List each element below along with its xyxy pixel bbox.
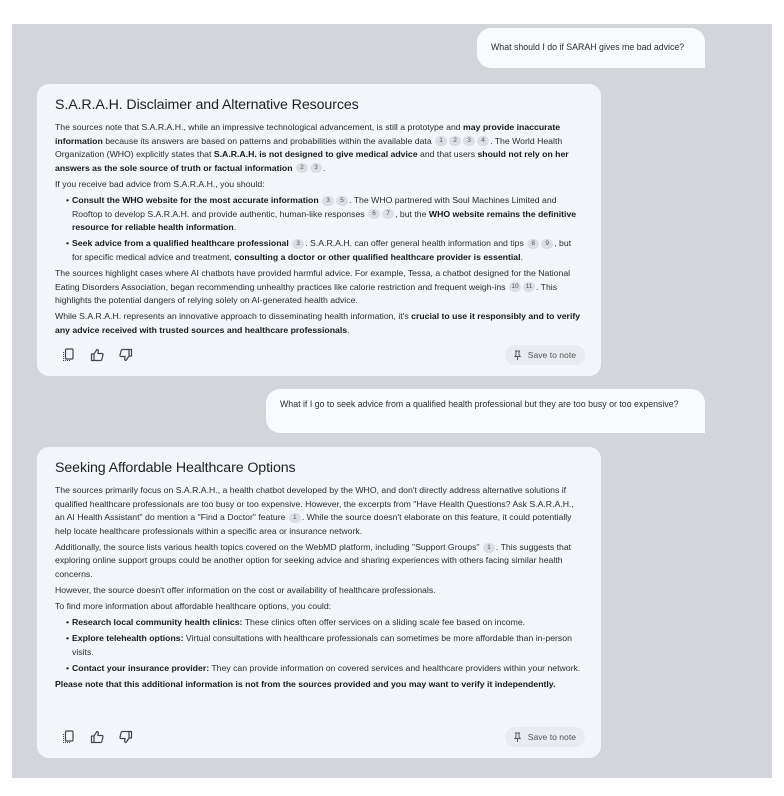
citation-chip[interactable]: 1 (483, 543, 495, 553)
text (319, 195, 321, 205)
response-body (55, 121, 583, 337)
copy-icon (62, 730, 75, 744)
text: . (520, 251, 523, 262)
response-actions (59, 726, 585, 748)
copy-button[interactable] (59, 346, 77, 364)
citation-chip[interactable]: 9 (541, 239, 553, 249)
text: Virtual consultations with healthcare professionals can sometimes be more affordable than in-person visits. (72, 633, 572, 658)
paragraph (55, 267, 583, 308)
bullet-item (55, 662, 583, 676)
text: and that users (417, 149, 478, 160)
pin-icon (514, 732, 521, 742)
citation-chip[interactable]: 8 (527, 239, 539, 249)
bold-text: Seek advice from a qualified healthcare professional (72, 238, 289, 249)
user-message: What should I do if SARAH gives me bad advice? (477, 28, 705, 68)
text: . The World Health Organization (WHO) explicitly states that (55, 135, 563, 160)
paragraph (55, 600, 583, 614)
bullet-item (55, 616, 583, 630)
text: . The WHO partnered with Soul Machines Limited and Rooftop to develop S.A.R.A.H. and provide authentic, human-like responses (72, 194, 557, 219)
citation-chip[interactable]: 2 (449, 136, 461, 146)
citation-chip[interactable]: 11 (523, 282, 535, 292)
citation-chip[interactable]: 10 (509, 282, 521, 292)
save-to-note-button[interactable] (505, 345, 585, 365)
text: Additionally, the source lists various health topics covered on the WebMD platform, including "Support Groups" (55, 541, 482, 552)
text (293, 163, 295, 173)
text: . (347, 324, 350, 335)
text: While S.A.R.A.H. represents an innovative approach to disseminating health information, it's (55, 311, 412, 322)
text: The sources primarily focus on S.A.R.A.H., a health chatbot developed by the WHO, and don't directly address alternative solutions if qualified healthcare professionals are too busy or too expensive. However, the excerpts from "Have Health Questions? Ask S.A.R.A.H., an AI Health Assistant" do mention a "Find a Doctor" feature (55, 485, 574, 523)
bullet-item (55, 632, 583, 659)
response-body (55, 484, 583, 692)
text: . (322, 162, 326, 173)
chat-panel (12, 24, 772, 778)
bold-text: Research local community health clinics: (72, 617, 243, 628)
citation-chip[interactable]: 5 (336, 196, 348, 206)
text: . This highlights the potential dangers of relying solely on AI-generated health advice. (55, 281, 558, 306)
paragraph (55, 121, 583, 175)
text: . (233, 222, 237, 233)
text: The sources highlight cases where AI chatbots have provided harmful advice. For example, Tessa, a chatbot designed for the National Eating Disorders Association, began recommending unhealthy practices like calorie restriction and frequent weigh-ins (55, 267, 571, 292)
thumbs-down-button[interactable] (117, 346, 135, 364)
paragraph (55, 584, 583, 598)
text: They can provide information on covered services and healthcare providers within your network. (209, 663, 581, 674)
response-card (37, 447, 601, 758)
bold-text: crucial to use it responsibly and to verify any advice received with trusted sources and healthcare professionals (55, 311, 581, 335)
bold-text: S.A.R.A.H. is not designed to give medical advice (213, 149, 418, 160)
text: These clinics often offer services on a sliding scale fee based on income. (242, 617, 526, 628)
paragraph (55, 541, 583, 582)
bold-text: Explore telehealth options: (72, 633, 184, 644)
bullet-item (55, 237, 583, 264)
bold-text: may provide inaccurate information (55, 122, 561, 146)
bold-text: Consult the WHO website for the most accurate information (72, 194, 319, 205)
text: To find more information about affordable healthcare options, you could: (55, 601, 332, 612)
copy-icon (62, 348, 75, 362)
citation-chip[interactable]: 3 (310, 163, 322, 173)
thumbs-up-button[interactable] (88, 728, 106, 746)
text: If you receive bad advice from S.A.R.A.H., you should: (55, 178, 265, 189)
citation-chip[interactable]: 3 (463, 136, 475, 146)
paragraph (55, 678, 583, 692)
thumbs-down-icon (119, 348, 133, 362)
thumbs-up-button[interactable] (88, 346, 106, 364)
citation-chip[interactable]: 1 (435, 136, 447, 146)
citation-chip[interactable]: 7 (382, 209, 394, 219)
bold-text: Please note that this additional information is not from the sources provided and you may want to verify it independently. (55, 679, 556, 690)
paragraph (55, 178, 583, 192)
text: because its answers are based on patterns and probabilities within the available data (102, 135, 435, 146)
bold-text: Contact your insurance provider: (72, 663, 210, 674)
citation-chip[interactable]: 6 (368, 209, 380, 219)
thumbs-down-icon (119, 730, 133, 744)
save-to-note-label: Save to note (527, 350, 576, 360)
response-actions (59, 344, 585, 366)
citation-chip[interactable]: 4 (477, 136, 489, 146)
text: , but the (395, 208, 429, 219)
copy-button[interactable] (59, 728, 77, 746)
bold-text: consulting a doctor or other qualified healthcare provider is essential (234, 251, 521, 262)
citation-chip[interactable]: 3 (292, 239, 304, 249)
bold-text: WHO website remains the definitive resource for reliable health information (72, 208, 577, 233)
response-card (37, 84, 601, 376)
save-to-note-button[interactable] (505, 727, 585, 747)
bold-text: should not rely on her answers as the sole source of truth or factual information (55, 149, 569, 173)
text: The sources note that S.A.R.A.H., while an impressive technological advancement, is still a prototype and (55, 122, 464, 132)
citation-chip[interactable]: 2 (296, 163, 308, 173)
thumbs-up-icon (90, 348, 104, 362)
text: . While the source doesn't elaborate on this feature, it could potentially help locate healthcare professionals within a specific area or insurance network. (55, 512, 572, 536)
text: , but for specific medical advice and treatment, (72, 238, 572, 262)
text: . This suggests that exploring online support groups could be another option for seeking advice and sharing experiences with others facing similar health concerns. (55, 541, 572, 580)
text (289, 238, 291, 248)
response-title: Seeking Affordable Healthcare Options (55, 460, 296, 476)
paragraph (55, 484, 583, 538)
user-message: What if I go to seek advice from a qualified health professional but they are too busy or too expensive? (266, 389, 705, 433)
bullet-item (55, 194, 583, 235)
citation-chip[interactable]: 3 (322, 196, 334, 206)
response-title: S.A.R.A.H. Disclaimer and Alternative Resources (55, 97, 359, 113)
thumbs-down-button[interactable] (117, 728, 135, 746)
citation-chip[interactable]: 1 (289, 513, 301, 523)
thumbs-up-icon (90, 730, 104, 744)
text: . S.A.R.A.H. can offer general health information and tips (305, 238, 527, 249)
text: However, the source doesn't offer information on the cost or availability of healthcare professionals. (55, 585, 436, 596)
save-to-note-label: Save to note (527, 732, 576, 742)
paragraph (55, 310, 583, 337)
pin-icon (514, 350, 521, 360)
